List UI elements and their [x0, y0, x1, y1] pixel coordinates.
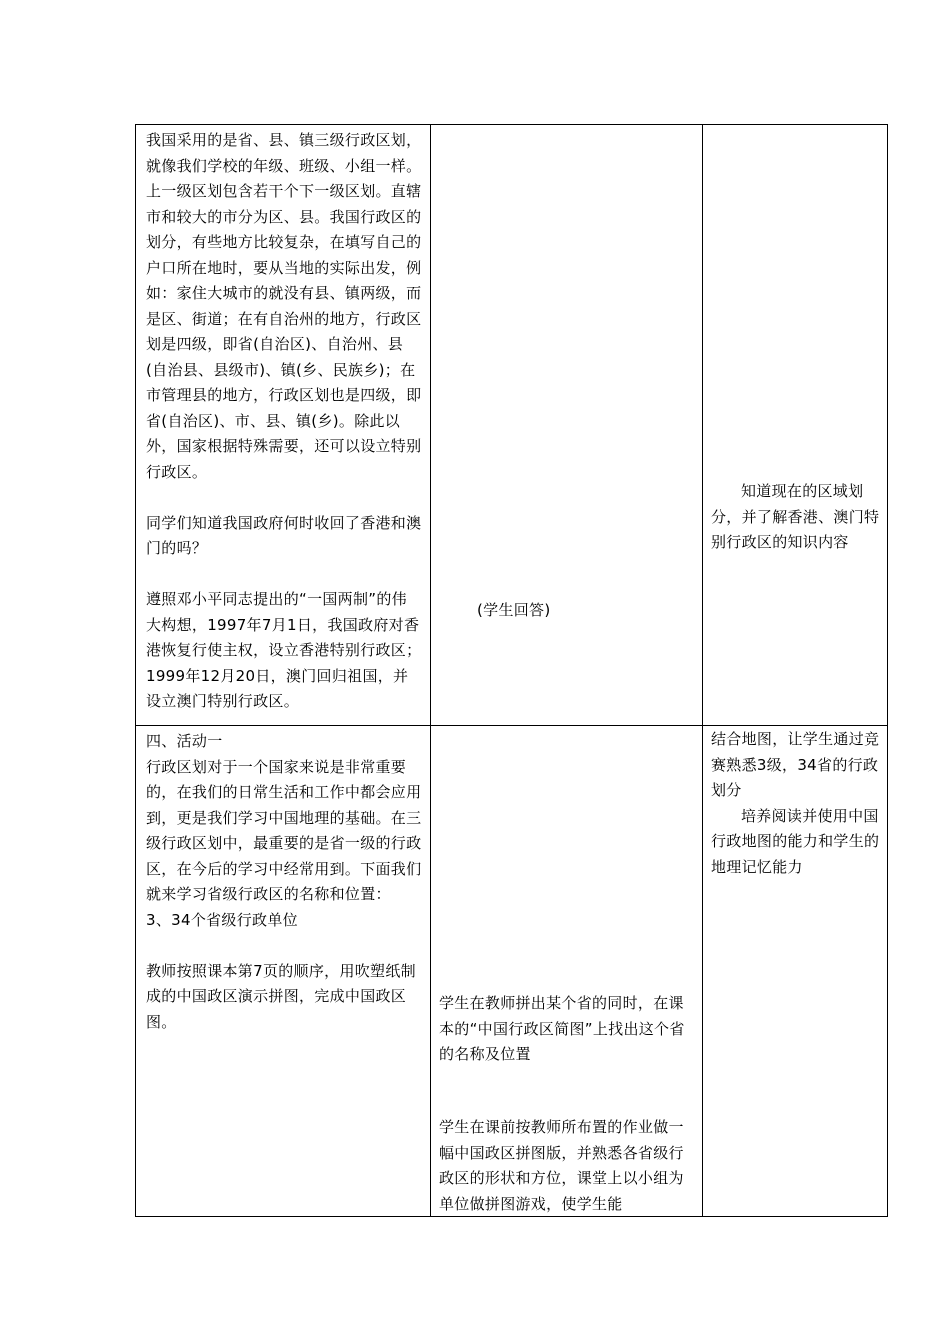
goal-competition-text: 结合地图，让学生通过竞赛熟悉3级，34省的行政划分 — [711, 730, 880, 799]
teacher-puzzle-paragraph: 教师按照课本第7页的顺序，用吹塑纸制成的中国政区演示拼图，完成中国政区图。 — [146, 961, 416, 1031]
design-intent-cell — [703, 726, 888, 1217]
activity-paragraph: 行政区划对于一个国家来说是非常重要的，在我们的日常生活和工作中都会应用到，更是我们学习中国地理的基础。在三级行政区划中，最重要的是省一级的行政区，在今后的学习中经常用到。下面我们就来学习省级行政区的名称和位置： — [146, 757, 422, 903]
section-heading: 四、活动一 — [146, 732, 223, 750]
student-answer-text: (学生回答) — [477, 601, 551, 619]
item-heading: 3、34个省级行政单位 — [146, 910, 298, 929]
student-activity-cell — [431, 125, 703, 726]
table-row — [136, 125, 888, 726]
student-map-paragraph: 学生在教师拼出某个省的同时，在课本的“中国行政区简图”上找出这个省的名称及位置 — [439, 994, 685, 1063]
student-activity-cell — [431, 726, 703, 1217]
goal-text: 知道现在的区域划分，并了解香港、澳门特别行政区的知识内容 — [711, 482, 880, 551]
hk-macau-paragraph: 遵照邓小平同志提出的“一国两制”的伟大构想，1997年7月1日，我国政府对香港恢复行使主权，设立香港特别行政区；1999年12月20日，澳门回归祖国，并设立澳门特别行政区。 — [146, 590, 422, 710]
teacher-activity-cell — [136, 125, 431, 726]
goal-map-skill-text: 培养阅读并使用中国行政地图的能力和学生的地理记忆能力 — [711, 806, 880, 876]
teacher-activity-cell — [136, 726, 431, 1217]
question-paragraph: 同学们知道我国政府何时收回了香港和澳门的吗？ — [146, 513, 422, 557]
admin-division-paragraph: 我国采用的是省、县、镇三级行政区划，就像我们学校的年级、班级、小组一样。上一级区划包含若干个下一级区划。直辖市和较大的市分为区、县。我国行政区的划分，有些地方比较复杂，在填写自己的户口所在地时，要从当地的实际出发，例如：家住大城市的就没有县、镇两级，而是区、街道；在有自治州的地方，行政区划是四级，即省(自治区)、自治州、县(自治县、县级市)、镇(乡、民族乡)；在市管理县的地方，行政区划也是四级，即省(自治区)、市、县、镇(乡)。除此以外，国家根据特殊需要，还可以设立特别行政区。 — [146, 131, 422, 481]
student-puzzle-paragraph: 学生在课前按教师所布置的作业做一幅中国政区拼图版，并熟悉各省级行政区的形状和方位，课堂上以小组为单位做拼图游戏，使学生能 — [439, 1118, 684, 1213]
lesson-plan-table — [135, 124, 888, 1217]
table-row — [136, 726, 888, 1217]
design-intent-cell — [703, 125, 888, 726]
